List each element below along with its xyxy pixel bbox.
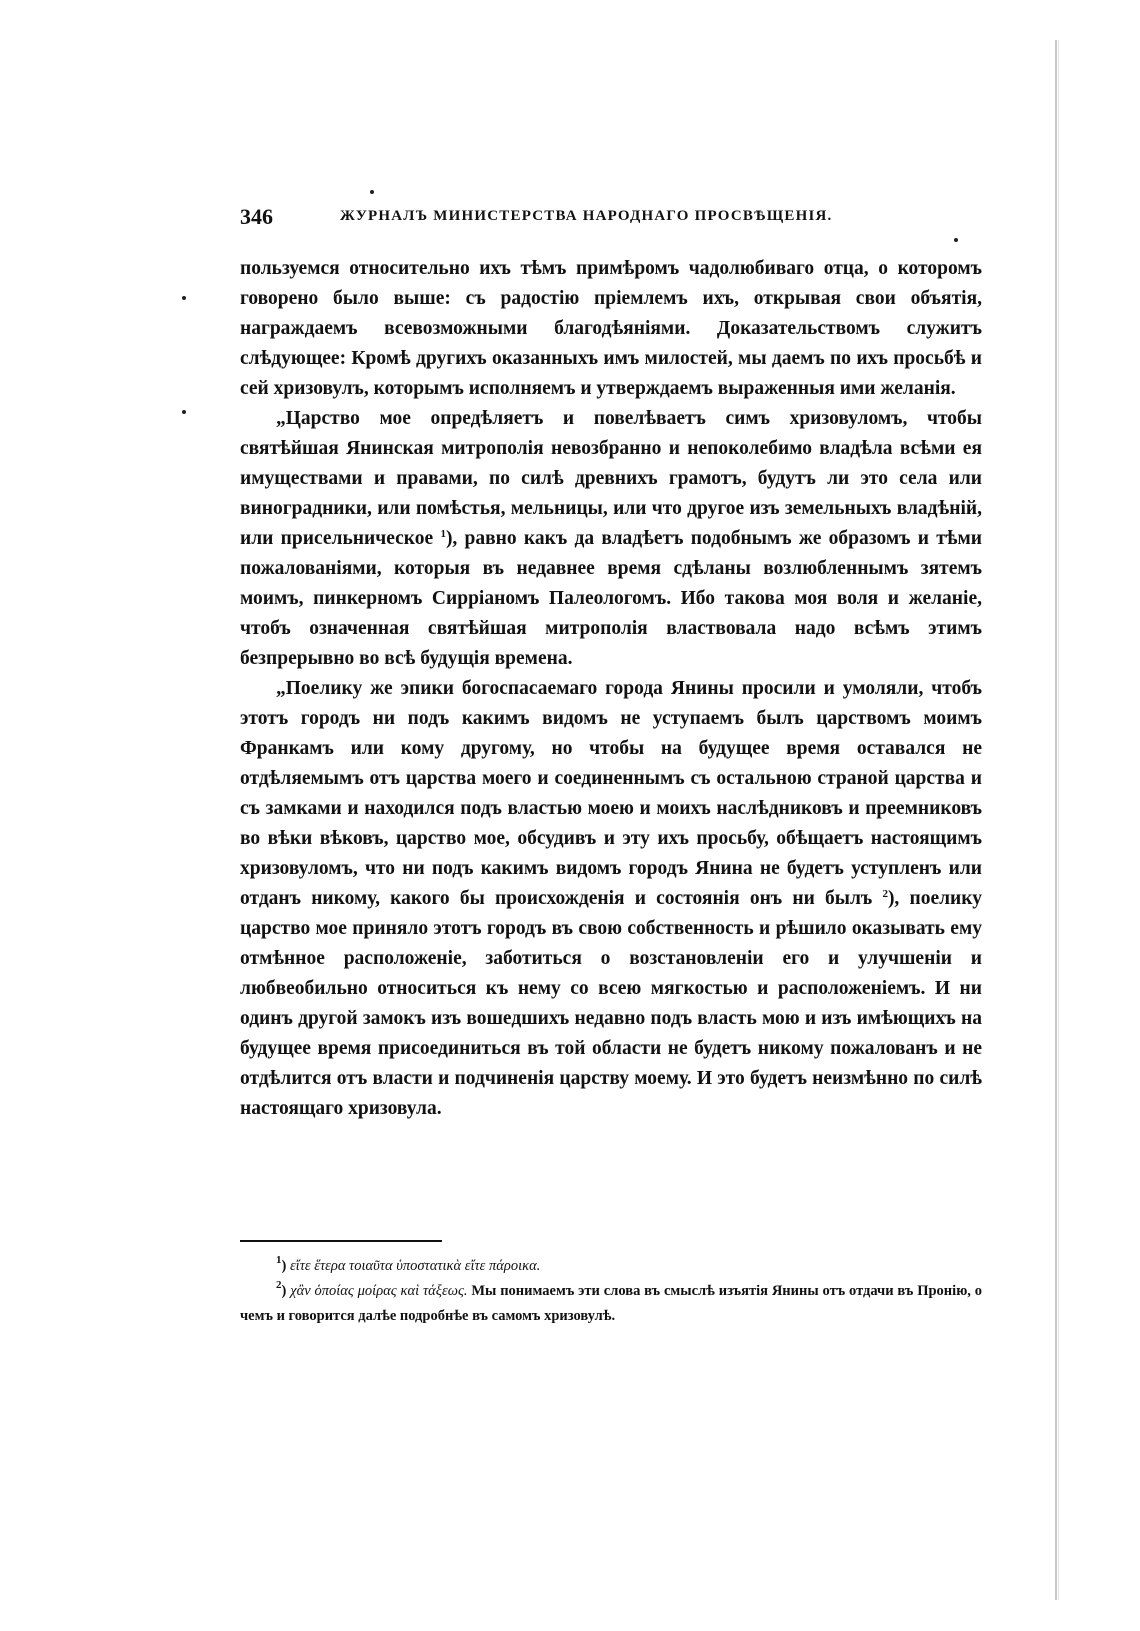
footnotes — [240, 1254, 982, 1329]
paragraph-3-text-b: ), поелику царство мое приняло этотъ городъ въ свою собственность и рѣшило оказывать ему отмѣнное расположеніе, заботиться о возстановленіи его и улучшеніи и любвеобильно относиться къ нему со всею мягкостью и расположеніемъ. И ни одинъ другой замокъ изъ вошедшихъ недавно подъ власть мою и изъ имѣющихъ на будущее время присоединиться въ той области не будетъ никому пожалованъ и не отдѣлится отъ власти и подчиненія царству моему. И это будетъ неизмѣнно по силѣ настоящаго хризовула. — [240, 888, 982, 1119]
footnote-divider — [240, 1240, 442, 1242]
footnote-1-mark: 1 — [276, 1254, 282, 1266]
footnote-2-mark: 2 — [276, 1279, 282, 1291]
print-speck — [182, 296, 186, 300]
paragraph-2-text-a: „Царство мое опредѣляетъ и повелѣваетъ симъ хризовуломъ, чтобы святѣйшая Янинская митрополія невозбранно и непоколебимо владѣла всѣми ея имуществами и правами, по силѣ древнихъ грамотъ, будутъ ли это села или виноградники, или помѣстья, мельницы, или что другое изъ земельныхъ владѣній, или присельническое — [240, 408, 982, 549]
footnote-2: $^2$) χἂν ὁποίας μοίρας καὶ τάξεως. Мы понимаемъ эти слова въ смыслѣ изъятія Янины отъ отдачи въ Пронію, о чемъ и говорится далѣе подробнѣе въ самомъ хризовулѣ. — [240, 1279, 983, 1324]
running-title: ЖУРНАЛЪ МИНИСТЕРСТВА НАРОДНАГО ПРОСВѢЩЕНІЯ. — [340, 208, 833, 224]
main-text — [240, 254, 982, 1124]
footnote-1-greek: εἴτε ἕτερα τοιαῦτα ὑποστατικὰ εἴτε πάροικα. — [289, 1258, 541, 1274]
scan-margin-line-secondary — [1058, 40, 1059, 1600]
print-speck — [370, 190, 374, 194]
print-speck — [954, 238, 958, 242]
running-header — [240, 204, 982, 234]
paragraph-1: пользуемся относительно ихъ тѣмъ примѣромъ чадолюбиваго отца, о которомъ говорено было выше: съ радостію пріемлемъ ихъ, открывая свои объятія, награждаемъ всевозможными благодѣяніями. Доказательствомъ служитъ слѣдующее: Кромѣ другихъ оказанныхъ имъ милостей, мы даемъ по ихъ просьбѣ и сей хризовулъ, которымъ исполняемъ и утверждаемъ выраженныя ими желанія. — [240, 258, 982, 399]
paragraph-3-text-a: „Поелику же эпики богоспасаемаго города Янины просили и умоляли, чтобъ этотъ городъ ни подъ какимъ видомъ не уступаемъ былъ царствомъ моимъ Франкамъ или кому другому, но чтобы на будущее время оставался не отдѣляемымъ отъ царства моего и соединеннымъ съ остальною страной царства и съ замками и находился подъ властью моею и моихъ наслѣдниковъ и преемниковъ во вѣки вѣковъ, царство мое, обсудивъ и эту ихъ просьбу, обѣщаетъ настоящимъ хризовуломъ, что ни подъ какимъ видомъ городъ Янина не будетъ уступленъ или отданъ никому, какого бы происхожденія и состоянія онъ ни былъ — [240, 678, 982, 909]
footnote-ref-2: 2 — [882, 888, 888, 900]
footnote-ref-1: 1 — [440, 528, 446, 540]
footnote-1: $^1$) εἴτε ἕτερα τοιαῦτα ὑποστατικὰ εἴτε πάροικα. — [276, 1254, 541, 1274]
paragraph-2-text-b: ), равно какъ да владѣетъ подобнымъ же образомъ и тѣми пожалованіями, которыя въ недавнее время сдѣланы возлюбленнымъ зятемъ моимъ, пинкерномъ Сирріаномъ Палеологомъ. Ибо такова моя воля и желаніе, чтобъ означенная святѣйшая митрополія властвовала надо всѣмъ этимъ безпрерывно во всѣ будущія времена. — [240, 528, 982, 669]
footnote-2-text: Мы понимаемъ эти слова въ смыслѣ изъятія Янины отъ отдачи въ Пронію, о чемъ и говорится далѣе подробнѣе въ самомъ хризовулѣ. — [240, 1283, 983, 1324]
page-number: 346 — [240, 204, 273, 229]
paragraph-3 — [240, 674, 982, 1124]
footnote-2-greek: χἂν ὁποίας μοίρας καὶ τάξεως. — [290, 1283, 468, 1299]
paragraph-2 — [240, 404, 982, 674]
print-speck — [182, 410, 186, 414]
scan-margin-line — [1055, 40, 1057, 1600]
